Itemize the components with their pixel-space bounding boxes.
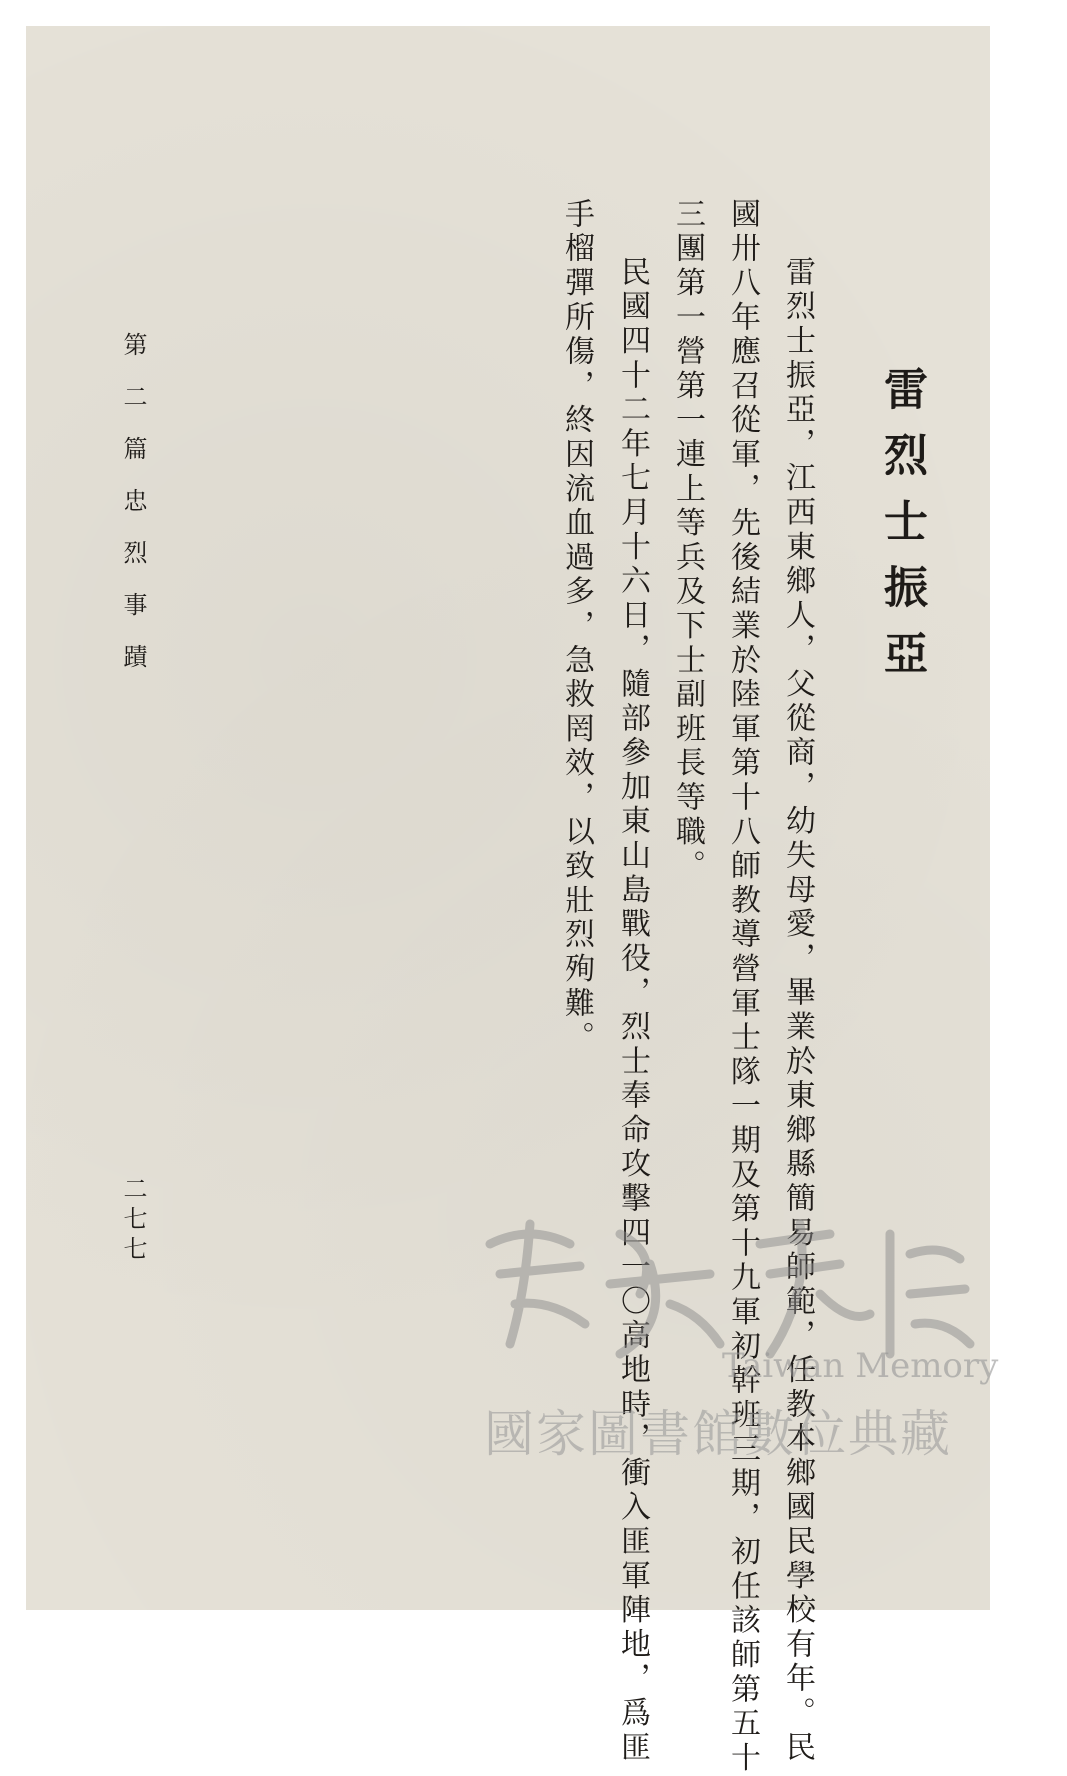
body-line-1: 雷烈士振亞，江西東鄉人，父從商，幼失母愛，畢業於東鄉縣簡易師範，任教本鄉國民學校有年。民 — [780, 256, 815, 1766]
body-line-5: 手榴彈所傷，終因流血過多，急救罔效，以致壯烈殉難。 — [559, 198, 594, 1056]
watermark-institution: 國家圖書館數位典藏 — [484, 1405, 952, 1463]
body-line-2: 國卅八年應召從軍，先後結業於陸軍第十八師教導營軍士隊一期及第十九軍初幹班三期，初任該師第五十 — [725, 198, 760, 1776]
page-number: 二七七 — [119, 1176, 147, 1266]
body-line-4: 民國四十二年七月十六日，隨部參加東山島戰役，烈士奉命攻擊四一〇高地時，衝入匪軍陣地，爲匪 — [615, 256, 650, 1766]
watermark-english: Taiwan Memory — [722, 1346, 999, 1386]
running-head: 第二篇忠烈事蹟 — [119, 332, 147, 696]
book-page — [26, 26, 999, 1776]
body-line-3: 三團第一營第一連上等兵及下士副班長等職。 — [670, 198, 705, 884]
taiwan-memory-calligraphy-logo — [470, 1204, 980, 1364]
page-title: 雷烈士振亞 — [876, 366, 927, 696]
